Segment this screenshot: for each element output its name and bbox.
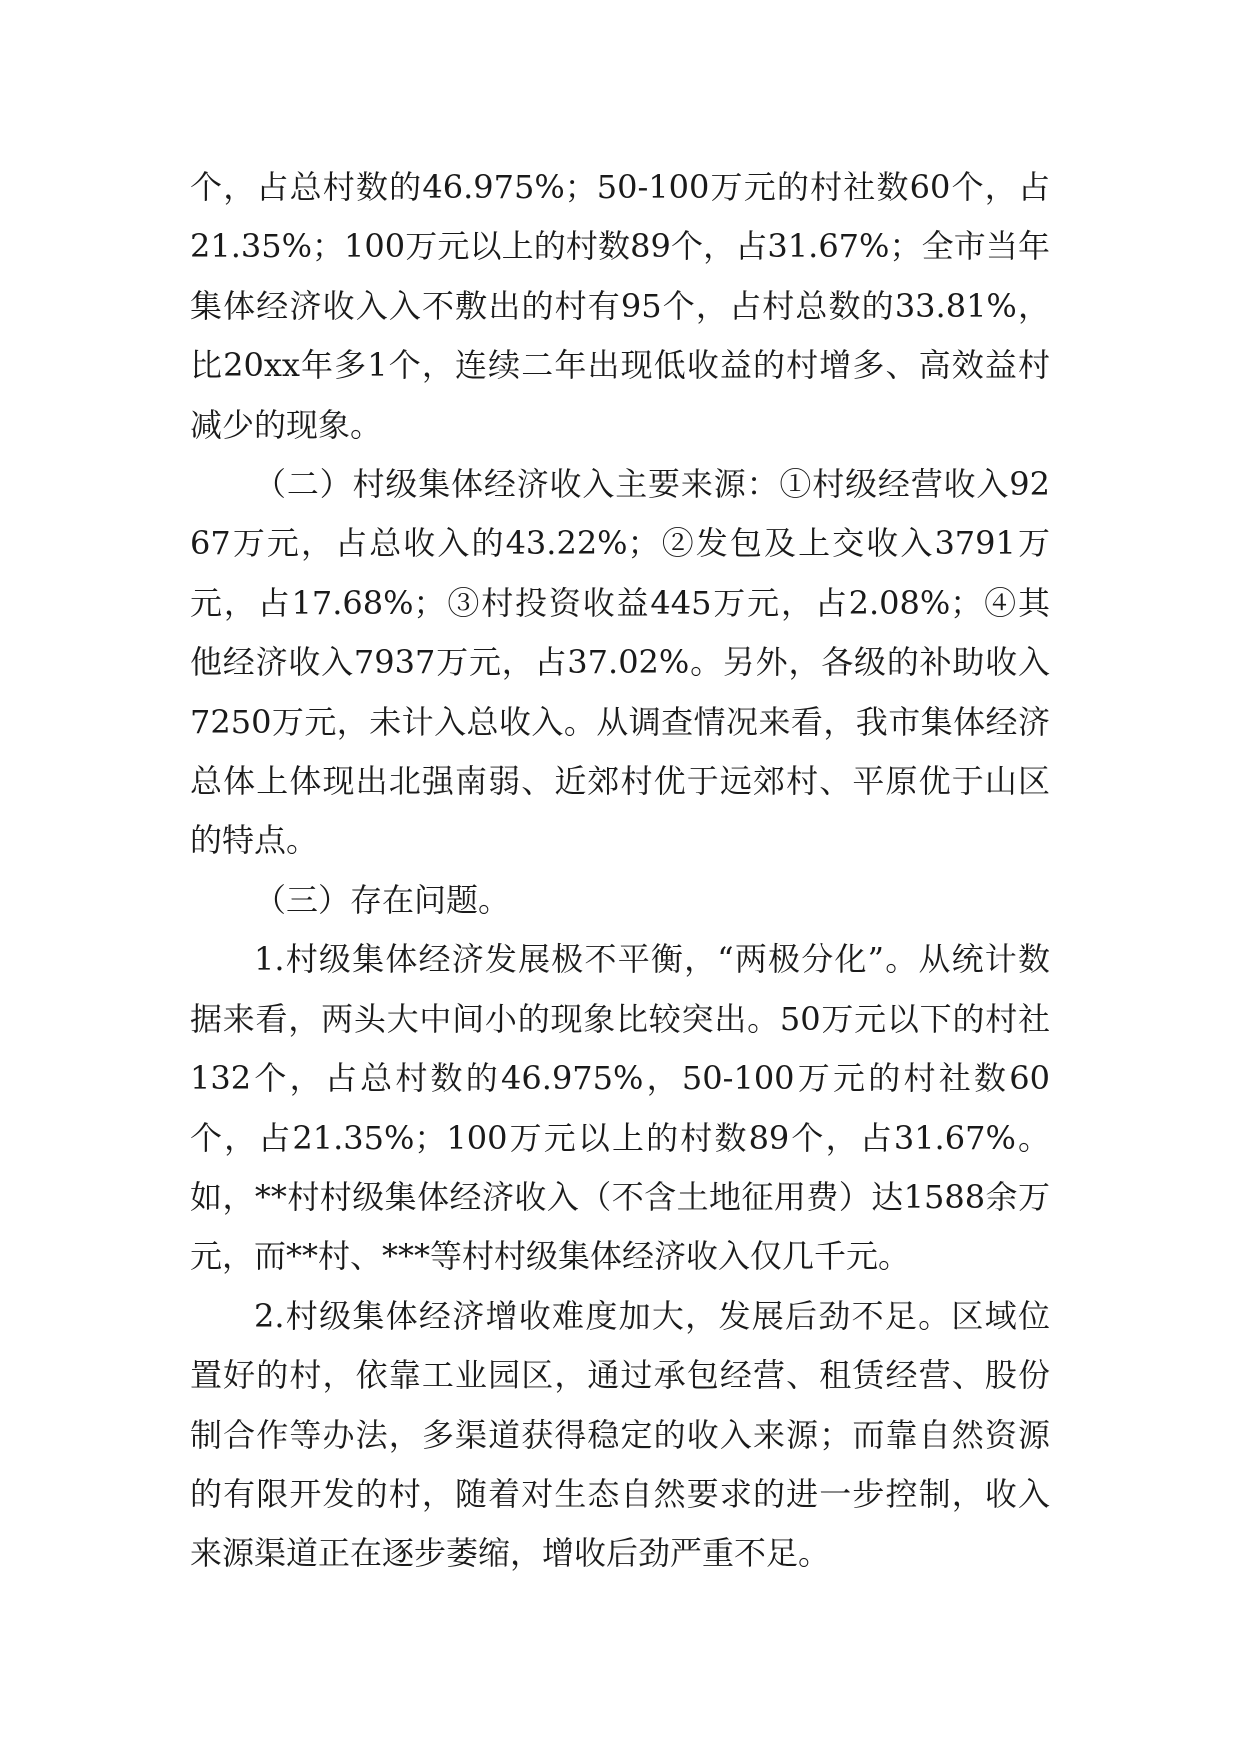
paragraph-problem-1: 1.村级集体经济发展极不平衡，“两极分化”。从统计数据来看，两头大中间小的现象比较突出。50万元以下的村社132个，占总村数的46.975%，50-100万元的村社数60个，占21.35%；100万元以上的村数89个，占31.67%。如，**村村级集体经济收入（不含土地征用费）达1588余万元，而**村、***等村村级集体经济收入仅几千元。 xyxy=(190,940,1050,1276)
document-body xyxy=(190,158,1050,1584)
paragraph-continued: 个，占总村数的46.975%；50-100万元的村社数60个，占21.35%；100万元以上的村数89个，占31.67%；全市当年集体经济收入入不敷出的村有95个，占村总数的33.81%，比20xx年多1个，连续二年出现低收益的村增多、高效益村减少的现象。 xyxy=(190,168,1050,444)
paragraph-income-sources: （二）村级集体经济收入主要来源：①村级经营收入9267万元，占总收入的43.22%；②发包及上交收入3791万元，占17.68%；③村投资收益445万元，占2.08%；④其他经济收入7937万元，占37.02%。另外，各级的补助收入7250万元，未计入总收入。从调查情况来看，我市集体经济总体上体现出北强南弱、近郊村优于远郊村、平原优于山区的特点。 xyxy=(190,465,1050,860)
paragraph-problem-2: 2.村级集体经济增收难度加大，发展后劲不足。区域位置好的村，依靠工业园区，通过承包经营、租赁经营、股份制合作等办法，多渠道获得稳定的收入来源；而靠自然资源的有限开发的村，随着对生态自然要求的进一步控制，收入来源渠道正在逐步萎缩，增收后劲严重不足。 xyxy=(190,1296,1050,1573)
section-heading-problems: （三）存在问题。 xyxy=(254,880,511,919)
